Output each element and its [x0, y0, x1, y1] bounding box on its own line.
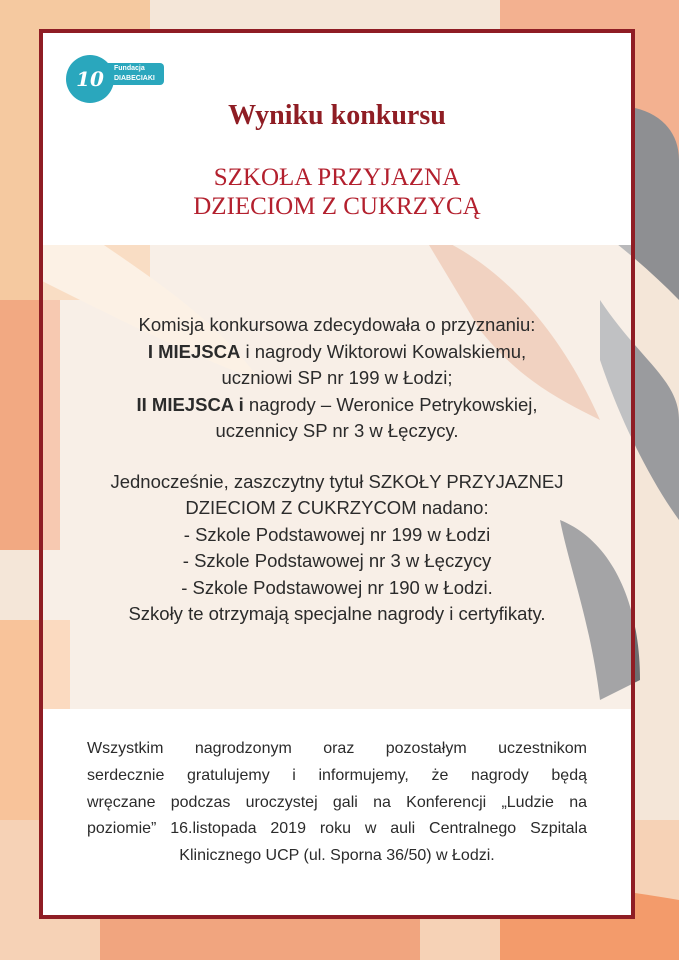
- body-line-text: i nagrody Wiktorowi Kowalskiemu,: [240, 340, 527, 362]
- logo-badge: 10 lat: [66, 55, 114, 103]
- footer-line: poziomie” 16.listopada 2019 roku w auli Centralnego Szpitala: [87, 820, 587, 838]
- body-line: Jednocześnie, zaszczytny tytuł SZKOŁY PRZYJAZNEJ: [110, 470, 564, 492]
- footer-line: wręczane podczas uroczystej gali na Konferencji „Ludzie na: [87, 793, 587, 811]
- footer-line: serdecznie gratulujemy i informujemy, że nagrody będą: [87, 766, 587, 784]
- body-line: DZIECIOM Z CUKRZYCOM nadano:: [185, 497, 489, 518]
- body-line: - Szkole Podstawowej nr 3 w Łęczycy: [182, 550, 492, 571]
- paragraph-gap: [60, 445, 614, 469]
- body-line: Szkoły te otrzymają specjalne nagrody i certyfikaty.: [128, 603, 546, 624]
- subtitle-line-1: SZKOŁA PRZYJAZNA: [213, 164, 461, 191]
- page-title: Wyniku konkursu: [228, 100, 446, 131]
- second-place-label: II MIEJSCA i: [136, 393, 244, 415]
- first-place-label: I MIEJSCA: [147, 340, 241, 362]
- body-line: uczniowi SP nr 199 w Łodzi;: [221, 367, 453, 388]
- subtitle-line-2: DZIECIOM Z CUKRZYCĄ: [193, 193, 481, 220]
- footer-line: Klinicznego UCP (ul. Sporna 36/50) w Łodzi.: [179, 847, 495, 865]
- closing-paragraph: [87, 736, 587, 870]
- body-line: - Szkole Podstawowej nr 199 w Łodzi: [183, 523, 491, 545]
- logo-org-line1: Fundacja: [114, 65, 145, 72]
- body-line: Komisja konkursowa zdecydowała o przyznaniu:: [138, 314, 536, 335]
- footer-line: Wszystkim nagrodzonym oraz pozostałym uczestnikom: [87, 740, 587, 757]
- body-line: [60, 392, 614, 419]
- foundation-logo: [66, 55, 166, 139]
- announcement-body: [60, 312, 614, 628]
- body-line-text: nagrody – Weronice Petrykowskiej,: [243, 393, 538, 415]
- logo-org-line2: DIABECIAKI: [114, 75, 155, 82]
- logo-tag: [108, 63, 164, 85]
- page-subtitle: [43, 163, 631, 221]
- body-line: [60, 339, 614, 366]
- body-line: uczennicy SP nr 3 w Łęczycy.: [215, 420, 459, 441]
- body-line: - Szkole Podstawowej nr 190 w Łodzi.: [181, 576, 493, 598]
